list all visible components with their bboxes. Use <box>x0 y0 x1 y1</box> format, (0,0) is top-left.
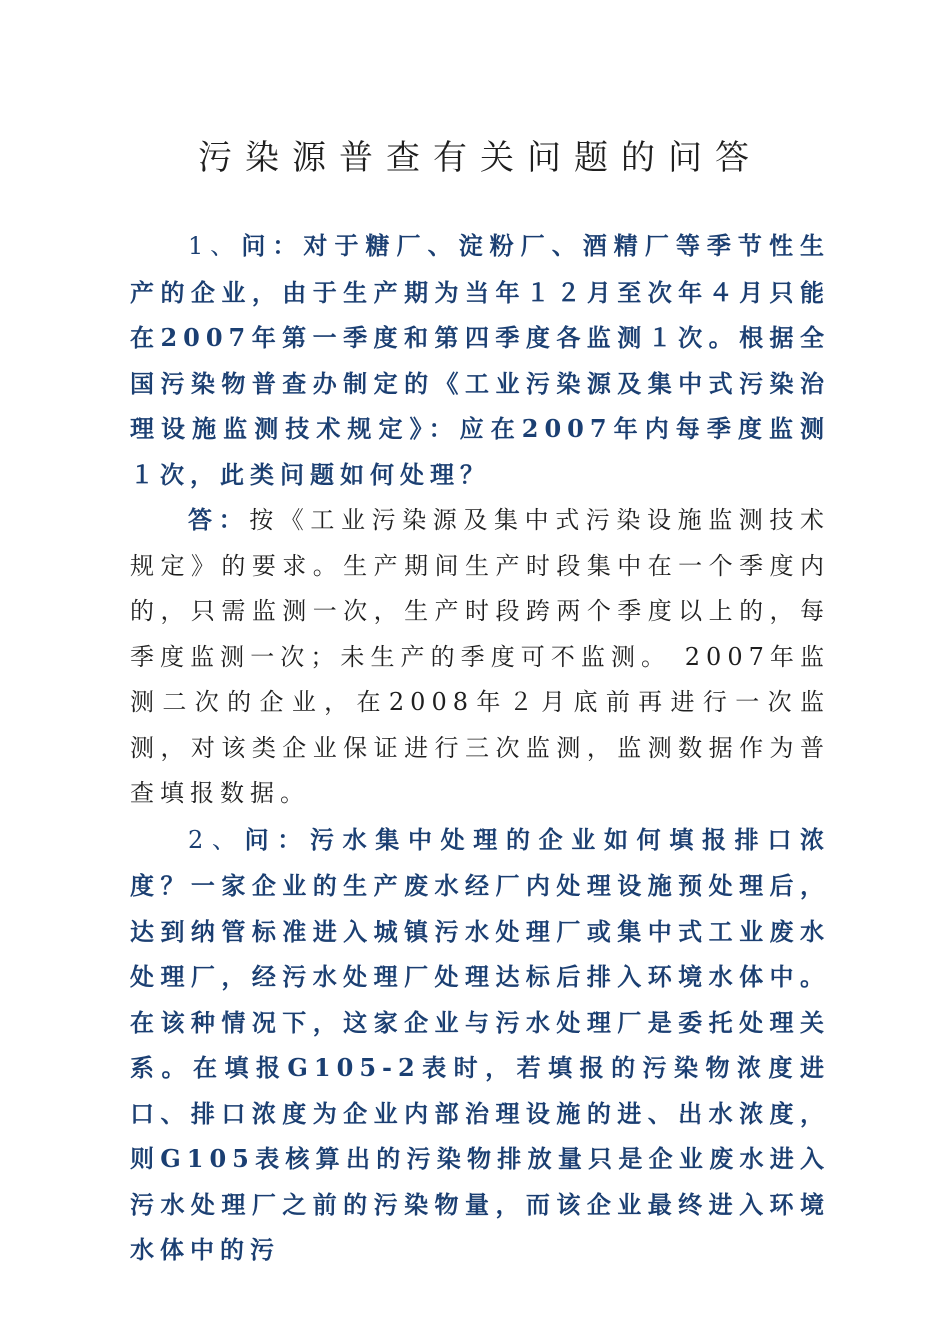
question-2-text: 污水集中处理的企业如何填报排口浓度？一家企业的生产废水经厂内处理设施预处理后，达到纳管标准进入城镇污水处理厂或集中式工业废水处理厂，经污水处理厂处理达标后排入环境水体中。在该种情况下，这家企业与污水处理厂是委托处理关系。在填报G105-2表时，若填报的污染物浓度进口、排口浓度为企业内部治理设施的进、出水浓度，则G105表核算出的污染物排放量只是企业废水进入污水处理厂之前的污染物量，而该企业最终进入环境水体中的污 <box>130 824 830 1264</box>
question-2-label: 问： <box>244 824 310 854</box>
document-body <box>130 223 830 1273</box>
question-2-number: 2、 <box>188 825 245 854</box>
answer-1-text: 按《工业污染源及集中式污染设施监测技术规定》的要求。生产期间生产时段集中在一个季度内的，只需监测一次，生产时段跨两个季度以上的，每季度监测一次；未生产的季度可不监测。 2007年监测二次的企业，在2008年２月底前再进行一次监测，对该类企业保证进行三次监测，监测数据作为普查填报数据。 <box>130 506 831 807</box>
question-1-number: 1、 <box>188 232 242 260</box>
question-1-label: 问： <box>241 231 304 260</box>
question-1-paragraph <box>130 223 830 497</box>
question-1-text: 对于糖厂、淀粉厂、酒精厂等季节性生产的企业，由于生产期为当年１２月至次年４月只能在2007年第一季度和第四季度各监测１次。根据全国污染物普查办制定的《工业污染源及集中式污染治理设施监测技术规定》：应在2007年内每季度监测１次，此类问题如何处理？ <box>130 231 830 489</box>
answer-1-paragraph <box>130 497 830 817</box>
answer-1-label: 答： <box>188 505 250 534</box>
document-title: 污染源普查有关问题的问答 <box>198 138 762 178</box>
question-2-paragraph <box>130 817 830 1273</box>
